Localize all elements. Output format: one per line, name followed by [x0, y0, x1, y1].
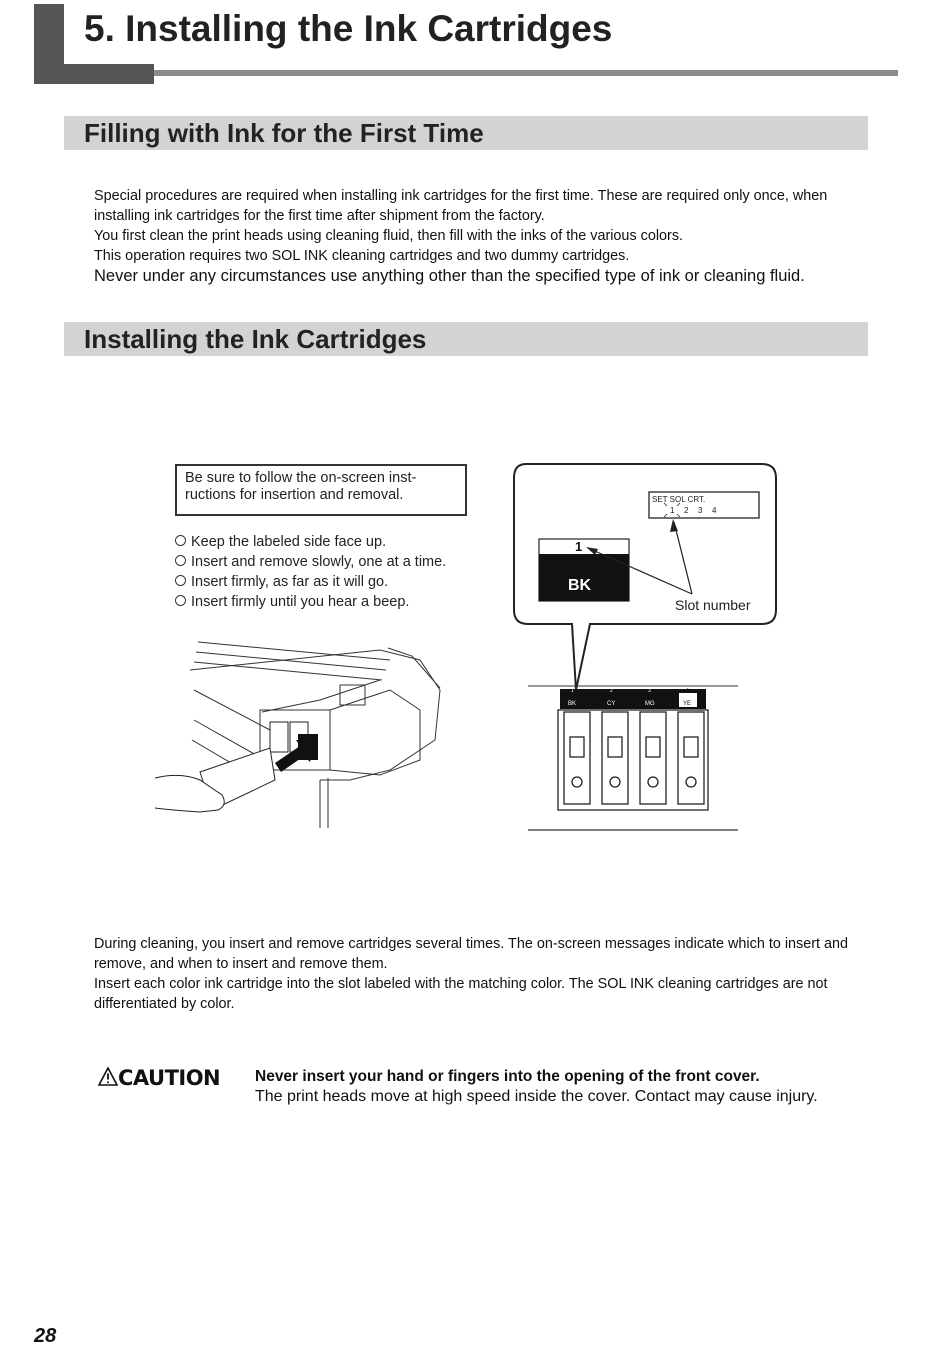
slot-num-4: 4	[686, 688, 689, 694]
section1-line-3: This operation requires two SOL INK cleaning cartridges and two dummy cartridges.	[94, 248, 630, 264]
lcd-slot-3: 3	[698, 506, 703, 515]
lcd-slot-2: 2	[684, 506, 689, 515]
section2-line-1: During cleaning, you insert and remove cartridges several times. The on-screen messages indicate which to insert and remove, and when to insert and remove them.	[94, 936, 849, 972]
section1-line-2: You first clean the print heads using cleaning fluid, then fill with the inks of the various colors.	[94, 228, 684, 244]
section2-body	[94, 934, 860, 1014]
section1-body	[94, 186, 860, 287]
slot-num-1: 1	[571, 688, 574, 694]
insertion-tips-list	[175, 532, 446, 612]
caution-line: The print heads move at high speed inside the cover. Contact may cause injury.	[255, 1088, 818, 1105]
lcd-slot-4: 4	[712, 506, 717, 515]
tip-item: Keep the labeled side face up.	[175, 532, 446, 552]
section-title-first-fill: Filling with Ink for the First Time	[84, 118, 484, 148]
display-slot-illustration	[512, 462, 778, 694]
slot-color-cy: CY	[607, 701, 616, 707]
section-title-installing: Installing the Ink Cartridges	[84, 324, 427, 354]
chapter-rule	[154, 70, 898, 76]
printer-insertion-illustration	[150, 630, 450, 830]
chapter-title: 5. Installing the Ink Cartridges	[84, 8, 613, 49]
section1-line-1: Special procedures are required when installing ink cartridges for the first time. These are required only once, when installing ink cartridges for the first time after shipment from the factory.	[94, 188, 828, 224]
section1-warning-line: Never under any circumstances use anything other than the specified type of ink or cleaning fluid.	[94, 267, 805, 285]
slot-color-bk: BK	[568, 701, 577, 707]
section2-line-2: Insert each color ink cartridge into the slot labeled with the matching color. The SOL INK cleaning cartridges are not differentiated by color.	[94, 976, 828, 1012]
caution-bold-line: Never insert your hand or fingers into the opening of the front cover.	[255, 1068, 760, 1085]
circle-bullet-icon	[175, 575, 186, 586]
tip-item: Insert and remove slowly, one at a time.	[175, 552, 446, 572]
slot-num-3: 3	[648, 688, 651, 694]
circle-bullet-icon	[175, 595, 186, 606]
warning-triangle-icon	[98, 1067, 118, 1086]
circle-bullet-icon	[175, 555, 186, 566]
slot-number-label: Slot number	[675, 597, 751, 613]
tip-item: Insert firmly, as far as it will go.	[175, 572, 446, 592]
lcd-text: SET SOL CRT.	[652, 495, 706, 504]
caution-label: CAUTION	[98, 1066, 220, 1090]
onscreen-instructions-callout: Be sure to follow the on-screen inst- ructions for insertion and removal.	[175, 464, 467, 516]
page-number: 28	[34, 1325, 57, 1347]
tip-item: Insert firmly until you hear a beep.	[175, 592, 446, 612]
slot-number-1: 1	[575, 539, 583, 554]
cartridge-label-bk: BK	[568, 577, 592, 594]
cartridge-slots-illustration	[528, 682, 740, 834]
cartridge-in-hand	[155, 748, 275, 812]
chapter-marker-foot	[34, 64, 154, 84]
slot-color-mg: MG	[645, 701, 655, 707]
lcd-slot-1: 1	[670, 506, 675, 515]
circle-bullet-icon	[175, 535, 186, 546]
caution-text	[255, 1067, 818, 1107]
slot-color-ye: YE	[683, 701, 692, 707]
slot-num-2: 2	[610, 688, 613, 694]
